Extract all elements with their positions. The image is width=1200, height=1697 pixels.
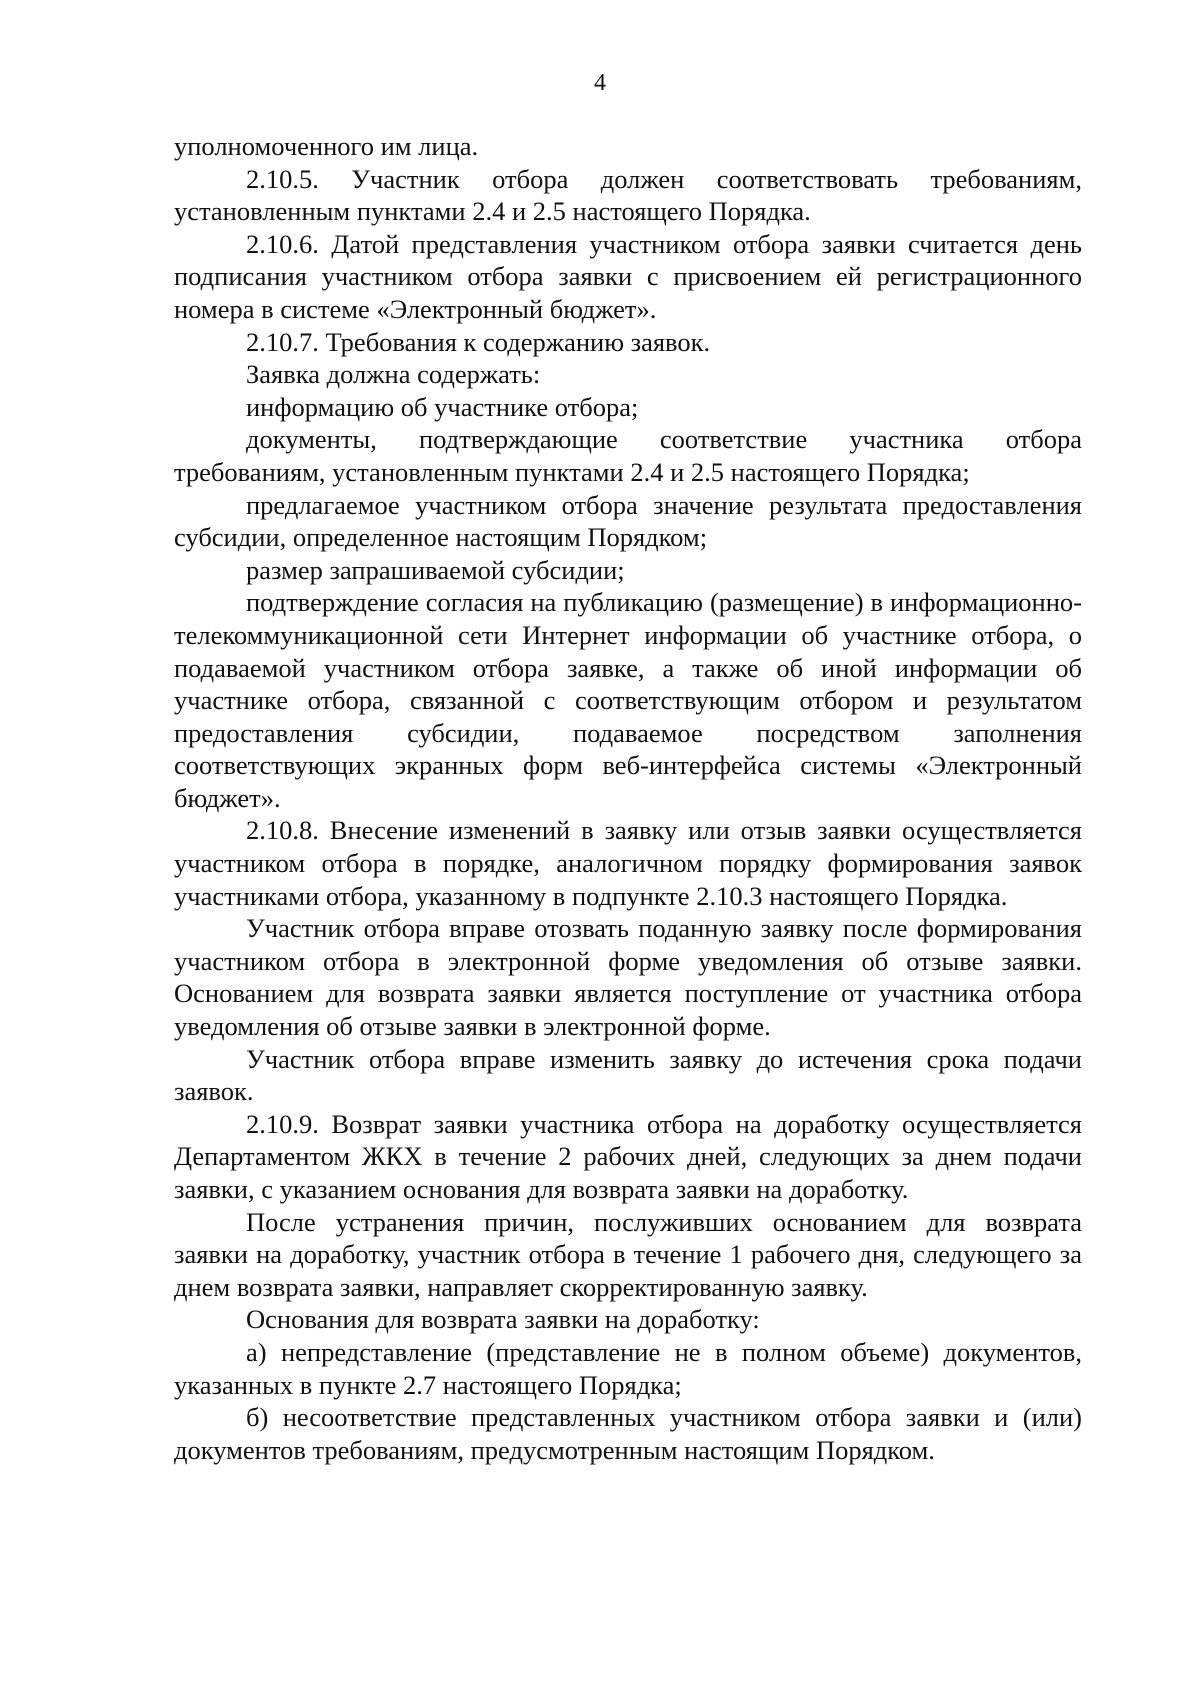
- list-item-compliance-documents: документы, подтверждающие соответствие участника отбора требованиям, установленным пунктами 2.4 и 2.5 настоящего Порядка;: [174, 424, 1082, 487]
- page-number: 4: [594, 70, 606, 96]
- paragraph-continuation: уполномоченного им лица.: [174, 131, 479, 161]
- paragraph-return-grounds-intro: Основания для возврата заявки на доработку:: [246, 1304, 760, 1335]
- paragraph-withdrawal: Участник отбора вправе отозвать поданную заявку после формирования участником отбора в электронной форме уведомления об отзыве заявки. Основанием для возврата заявки является поступление от участника отбора уведомления об отзыве заявки в электронной форме.: [174, 913, 1082, 1042]
- document-body: [174, 130, 1082, 1466]
- paragraph-2-10-9: 2.10.9. Возврат заявки участника отбора на доработку осуществляется Департаментом ЖКХ в течение 2 рабочих дней, следующих за днем подачи заявки, с указанием основания для возврата заявки на доработку.: [174, 1108, 1082, 1204]
- list-item-ground-b: б) несоответствие представленных участником отбора заявки и (или) документов требованиям, предусмотренным настоящим Порядком.: [174, 1402, 1082, 1465]
- list-item-publication-consent: подтверждение согласия на публикацию (размещение) в информационно-телекоммуникационной сети Интернет информации об участнике отбора, о подаваемой участником отбора заявке, а также об иной информации об участнике отбора, связанной с соответствующим отбором и результатом предоставления субсидии, подаваемое посредством заполнения соответствующих экранных форм веб-интерфейса системы «Электронный бюджет».: [174, 587, 1082, 813]
- paragraph-resubmission: После устранения причин, послуживших основанием для возврата заявки на доработку, участник отбора в течение 1 рабочего дня, следующего за днем возврата заявки, направляет скорректированную заявку.: [174, 1206, 1082, 1302]
- paragraph-modification-deadline: Участник отбора вправе изменить заявку до истечения срока подачи заявок.: [174, 1043, 1082, 1107]
- list-item-proposed-result: предлагаемое участником отбора значение результата предоставления субсидии, определенное настоящим Порядком;: [174, 489, 1082, 553]
- paragraph-2-10-7: 2.10.7. Требования к содержанию заявок.: [246, 326, 711, 357]
- paragraph-2-10-5: 2.10.5. Участник отбора должен соответствовать требованиям, установленным пунктами 2.4 и 2.5 настоящего Порядка.: [174, 163, 1082, 227]
- list-item-subsidy-amount: размер запрашиваемой субсидии;: [246, 554, 625, 585]
- list-item-ground-a: а) непредставление (представление не в полном объеме) документов, указанных в пункте 2.7 настоящего Порядка;: [174, 1336, 1082, 1400]
- paragraph-application-contents-intro: Заявка должна содержать:: [246, 359, 541, 390]
- paragraph-2-10-8: 2.10.8. Внесение изменений в заявку или отзыв заявки осуществляется участником отбора в порядке, аналогичном порядку формирования заявок участниками отбора, указанному в подпункте 2.10.3 настоящего Порядка.: [174, 815, 1082, 911]
- list-item-participant-info: информацию об участнике отбора;: [246, 391, 639, 422]
- paragraph-2-10-6: 2.10.6. Датой представления участником отбора заявки считается день подписания участником отбора заявки с присвоением ей регистрационного номера в системе «Электронный бюджет».: [174, 228, 1082, 324]
